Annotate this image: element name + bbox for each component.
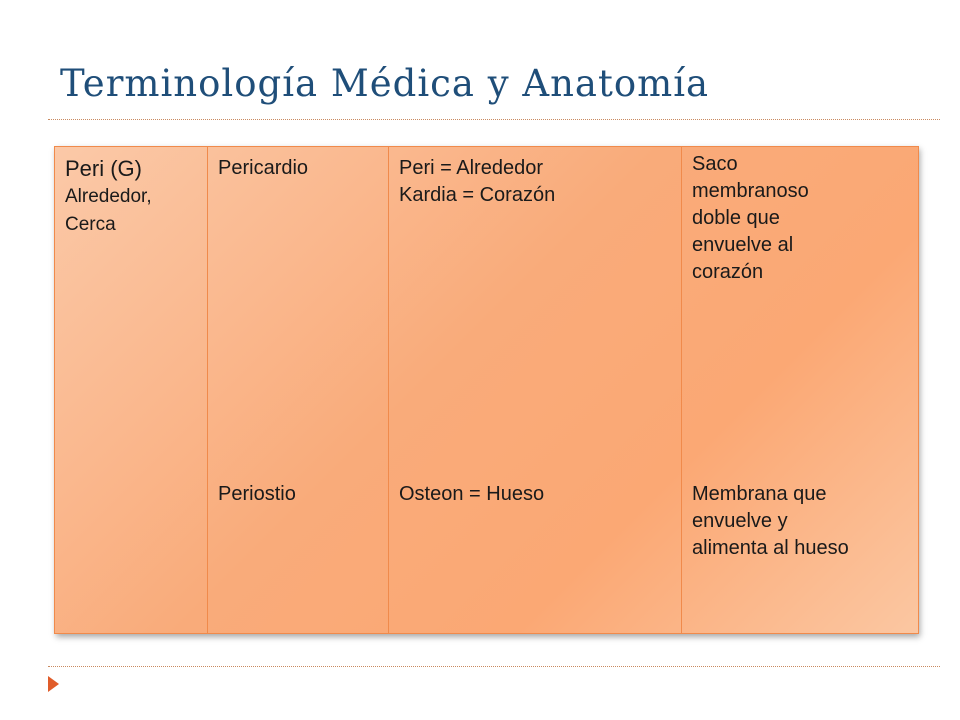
prefix-meaning-line: Alrededor, (65, 186, 152, 207)
terminology-table (54, 146, 918, 634)
definition-line: Saco (692, 153, 738, 175)
etymology-cell (389, 147, 682, 634)
definition-line: membranoso (692, 180, 809, 202)
definition-line: envuelve al (692, 234, 794, 256)
triangle-right-icon (48, 676, 59, 692)
definition-line: envuelve y (692, 510, 788, 532)
word-pericardio: Pericardio (218, 157, 309, 179)
words-cell (208, 147, 389, 634)
prefix-term: Peri (G) (65, 156, 142, 181)
definition-line: alimenta al hueso (692, 537, 849, 559)
prefix-meaning-line: Cerca (65, 214, 116, 235)
footer-divider (48, 666, 940, 667)
slide-title: Terminología Médica y Anatomía (60, 62, 710, 105)
definition-line: doble que (692, 207, 780, 229)
word-periostio: Periostio (218, 483, 296, 505)
etymology-line: Peri = Alrededor (399, 157, 543, 179)
etymology-line: Osteon = Hueso (399, 483, 545, 505)
definition-line: corazón (692, 261, 764, 283)
title-divider (48, 119, 940, 120)
prefix-cell (55, 147, 208, 634)
definition-line: Membrana que (692, 483, 827, 505)
etymology-line: Kardia = Corazón (399, 184, 556, 206)
definition-cell (682, 147, 919, 634)
